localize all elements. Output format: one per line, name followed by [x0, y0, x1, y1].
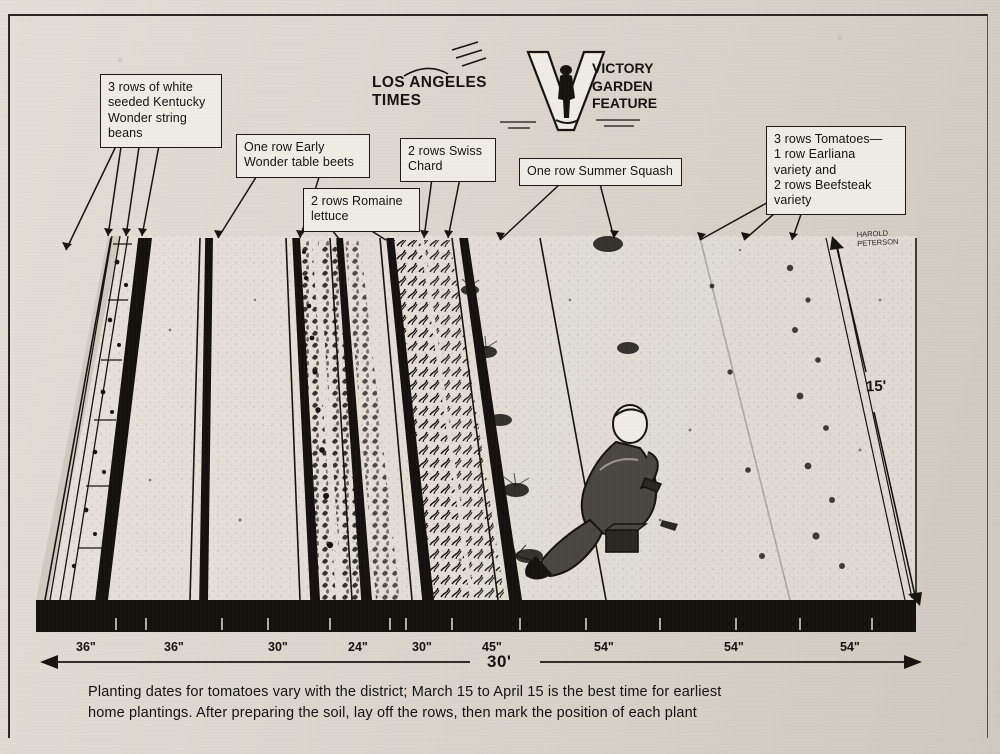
- callout-chard-line2: Chard: [408, 159, 443, 174]
- callout-chard-line1: 2 rows Swiss: [408, 144, 483, 158]
- caption: [88, 682, 918, 724]
- callout-romaine-line2: lettuce: [311, 209, 349, 224]
- artist-signature: [857, 229, 899, 248]
- callout-romaine: [303, 188, 420, 232]
- callout-beans-line2: seeded Kentucky: [108, 95, 206, 110]
- row-spacing-3: 30": [268, 640, 288, 654]
- row-spacing-5: 30": [412, 640, 432, 654]
- overall-depth-label: 15': [865, 377, 887, 396]
- callout-tomatoes-line4: 2 rows Beefsteak: [774, 177, 872, 192]
- callout-tomatoes-line5: variety: [774, 193, 812, 207]
- callout-beets-line2: Wonder table beets: [244, 155, 354, 170]
- overall-width-label: 30': [487, 652, 512, 671]
- callout-beets-line1: One row Early: [244, 140, 325, 154]
- callout-squash-line1: One row Summer Squash: [527, 164, 673, 178]
- caption-line-1: Planting dates for tomatoes vary with the district; March 15 to April 15 is the best time for earliest: [88, 684, 722, 700]
- masthead-line-victory: VICTORY: [592, 60, 654, 76]
- caption-line-2: home plantings. After preparing the soil, lay off the rows, then mark the position of each plant: [88, 705, 697, 722]
- callout-chard: [400, 138, 496, 182]
- callout-tomatoes: [766, 126, 906, 215]
- callout-tomatoes-line3: variety and: [774, 162, 837, 177]
- row-spacing-1: 36": [76, 640, 96, 654]
- masthead-feature-title: [592, 60, 702, 113]
- callout-romaine-line1: 2 rows Romaine: [311, 194, 403, 208]
- row-spacing-9: 54": [840, 640, 860, 654]
- callout-tomatoes-line2: 1 row Earliana: [774, 147, 856, 162]
- row-spacing-8: 54": [724, 640, 744, 654]
- callout-squash: [519, 158, 682, 186]
- masthead-paper-name: LOS ANGELES TIMES: [372, 74, 487, 109]
- callout-tomatoes-line1: 3 rows Tomatoes—: [774, 132, 883, 146]
- signature-line1: HAROLD: [856, 228, 889, 240]
- callout-beans-line1: 3 rows of white: [108, 80, 193, 94]
- masthead-line-garden: GARDEN: [592, 77, 653, 94]
- row-spacing-2: 36": [164, 640, 184, 654]
- row-spacing-6: 45": [482, 640, 502, 654]
- callout-beets: [236, 134, 370, 178]
- callout-beans-line4: beans: [108, 125, 143, 140]
- row-spacing-7: 54": [594, 640, 614, 654]
- signature-line2: PETERSON: [856, 236, 899, 248]
- callout-beans-line3: Wonder string: [108, 110, 187, 125]
- row-spacing-4: 24": [348, 640, 368, 654]
- masthead: [372, 52, 692, 136]
- callout-beans: [100, 74, 222, 148]
- masthead-line-feature: FEATURE: [592, 95, 658, 111]
